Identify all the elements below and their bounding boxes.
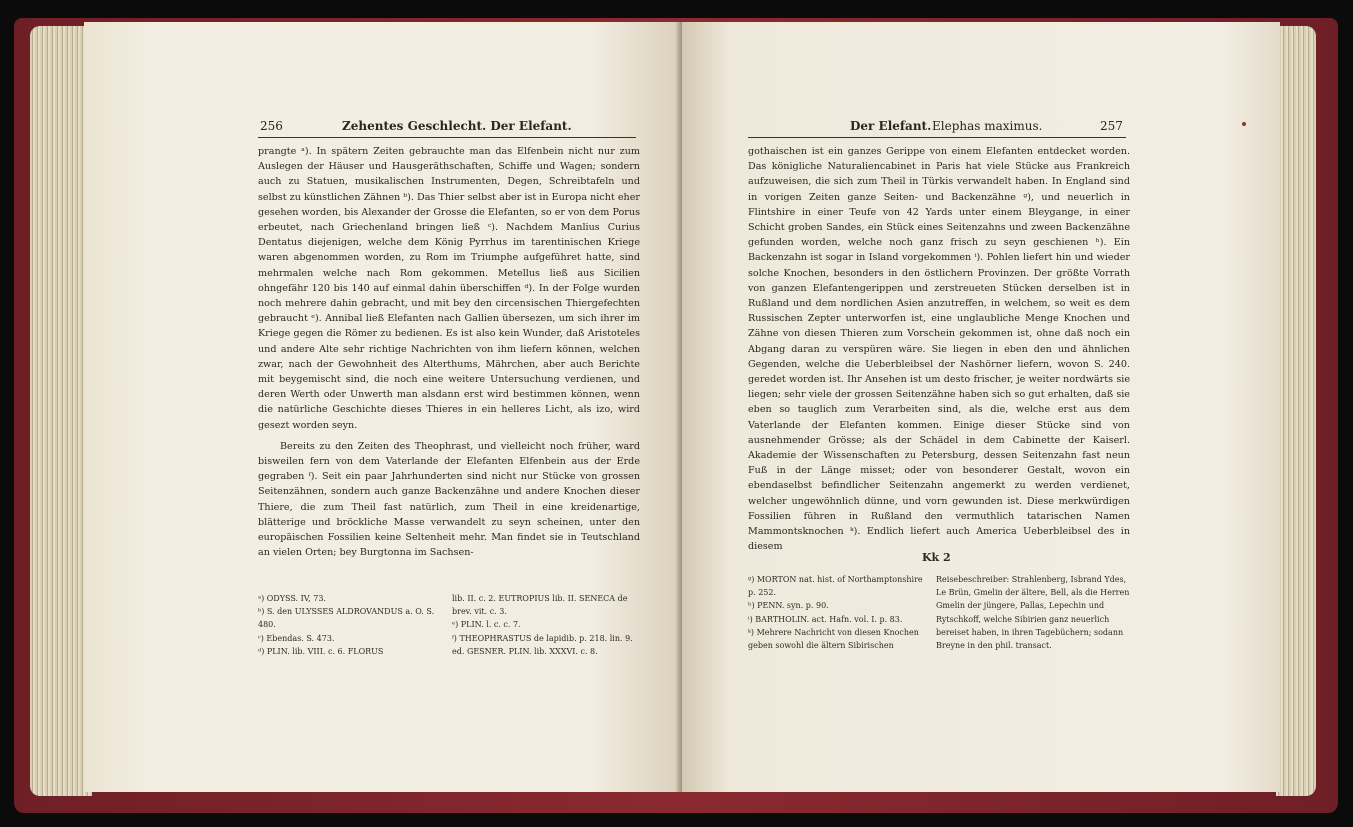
signature-mark: Kk 2 [922, 551, 951, 564]
paragraph: prangte ᵃ). In spätern Zeiten gebrauchte man das Elfenbein nicht nur zum Auslegen der Häuser und Hausgeräthschaften, Schiffe und Wagen; sondern auch zu Statuen, musikalischen Instrumenten, Degen, Schreibtafeln und selbst zu künstlichen Zähnen ᵇ). Das Thier selbst aber ist in Europa nicht eher gesehen worden, bis Alexander der Grosse die Elefanten, so er von dem Porus erbeutet, nach Griechenland bringen ließ ᶜ). Nachdem Manlius Curius Dentatus diejenigen, welche dem König Pyrrhus im tarentinischen Kriege waren abgenommen worden, zu Rom im Triumphe aufgeführet hatte, sind mehrmalen welche nach Rom gekommen. Metellus ließ aus Sicilien ohngefähr 120 bis 140 auf einmal dahin überschiffen ᵈ). In der Folge wurden noch mehrere dahin gebracht, und mit bey den circensischen Thiergefechten gebraucht ᵉ). Annibal ließ Elefanten nach Gallien übersezen, um sich ihrer im Kriege gegen die Römer zu bedienen. Es ist also kein Wunder, daß Aristoteles und andere Alte sehr richtige Nachrichten von ihm liefern können, welchen zwar, nach der Gewohnheit des Alterthums, Mährchen, aber auch Berichte mit beygemischt sind, die noch eine weitere Untersuchung verdienen, und deren Werth oder Unwerth man alsdann erst wird bestimmen können, wenn die natürliche Geschichte dieses Thieres in ein helleres Licht, als izo, wird gesezt worden seyn. [258, 146, 640, 431]
footnote: ʰ) PENN. syn. p. 90. [748, 601, 829, 611]
left-page [84, 22, 682, 792]
footnote: ᵉ) PLIN. l. c. c. 7. [452, 620, 521, 630]
footnotes-col-2 [452, 592, 638, 658]
running-header: Zehentes Geschlecht. Der Elefant. [342, 119, 572, 133]
right-page [682, 22, 1280, 792]
footnote: ᵃ) ODYSS. IV, 73. [258, 594, 326, 603]
page-number: 257 [1100, 119, 1123, 133]
paragraph: Bereits zu den Zeiten des Theophrast, und vielleicht noch früher, ward bisweilen fern von dem Vaterlande der Elefanten Elfenbein aus der Erde gegraben ᶠ). Seit ein paar Jahrhunderten sind nicht nur Stücke von grossen Seitenzähnen, sondern auch ganze Backenzähne und andere Knochen dieser Thiere, die zum Theil fast natürlich, zum Theil in eine kreidenartige, blätterige und bröckliche Masse verwandelt zu seyn scheinen, unter den europäischen Fossilien keine Seltenheit mehr. Man findet sie in Teutschland an vielen Orten; bey Burgtonna im Sachsen- [258, 440, 640, 559]
footnote: ᵏ) Mehrere Nachricht von diesen Knochen geben sowohl die ältern Sibirischen [748, 627, 919, 651]
footnote: lib. II. c. 2. EUTROPIUS lib. II. SENECA de brev. vit. c. 3. [452, 594, 628, 617]
footnotes-col-2 [936, 573, 1130, 652]
footnote: ᶜ) Ebendas. S. 473. [258, 633, 335, 643]
header-rule [258, 137, 636, 138]
page-edges-right [1276, 26, 1316, 796]
running-header-latin: Elephas maximus. [932, 119, 1043, 133]
page-number: 256 [260, 119, 283, 133]
main-text [258, 144, 640, 560]
footnote: ᵍ) MORTON nat. hist. of Northamptonshire p. 252. [748, 575, 923, 598]
footnotes-col-1 [258, 592, 436, 658]
page-edges-left [30, 26, 92, 796]
ink-spot [1242, 122, 1246, 126]
footnote: ᵈ) PLIN. lib. VIII. c. 6. FLORUS [258, 646, 384, 656]
footnote: Reisebeschreiber: Strahlenberg, Isbrand Ydes, Le Brün, Gmelin der ältere, Bell, als die Herren Gmelin der jüngere, Pallas, Lepechin und Rytschkoff, welche Sibirien ganz neuerlich bereiset haben, in ihren Tagebüchern; sodann Breyne in den phil. transact. [936, 575, 1130, 651]
footnote: ᶠ) THEOPHRASTUS de lapidib. p. 218. lin. 9. ed. GESNER. PLIN. lib. XXXVI. c. 8. [452, 633, 633, 656]
footnote: ᵇ) S. den ULYSSES ALDROVANDUS a. O. S. 480. [258, 607, 435, 630]
footnotes-col-1 [748, 573, 924, 652]
footnote: ⁱ) BARTHOLIN. act. Hafn. vol. I. p. 83. [748, 614, 903, 624]
running-header: Der Elefant. [850, 119, 932, 133]
paragraph: gothaischen ist ein ganzes Gerippe von einem Elefanten entdecket worden. Das königliche Naturaliencabinet in Paris hat viele Stücke aus Frankreich aufzuweisen, die sich zum Theil in Türkis verwandelt haben. In England sind in vorigen Zeiten ganze Seiten- und Backenzähne ᵍ), und neuerlich in Flintshire in einer Teufe von 42 Yards unter einem Bleygange, in einer Schicht groben Sandes, ein Stück eines Seitenzahns und zween Backenzähne gefunden worden, welche noch ganz frisch zu seyn geschienen ʰ). Ein Backenzahn ist sogar in Island vorgekommen ⁱ). Pohlen liefert hin und wieder solche Knochen, besonders in den östlichern Provinzen. Der größte Vorrath von ganzen Elefantengerippen und zerstreueten Stücken derselben ist in Rußland und dem nordlichen Asien anzutreffen, in welchem, so weit es dem Russischen Zepter unterworfen ist, eine unglaubliche Menge Knochen und Zähne von diesen Thieren zum Vorschein gekommen ist, ohne daß noch ein Abgang daran zu verspüren wäre. Sie liegen in eben den und ähnlichen Gegenden, welche die Ueberbleibsel der Nashörner liefern, wovon S. 240. geredet worden ist. Ihr Ansehen ist um desto frischer, je weiter nordwärts sie liegen; sehr viele der grossen Seitenzähne haben sich so gut erhalten, daß sie eben so tauglich zum Verarbeiten sind, als die, welche erst aus dem Vaterlande der Elefanten kommen. Einige dieser Stücke sind von ausnehmender Grösse; als der Schädel in dem Cabinette der Kaiserl. Akademie der Wissenschaften zu Petersburg, dessen Seitenzahn fast neun Fuß in der Länge misset; oder von besonderer Gestalt, wovon ein ebendaselbst befindlicher Seitenzahn angemerkt zu werden verdienet, welcher ungewöhnlich dünne, und vorn gewunden ist. Diese merkwürdigen Fossilien führen in Rußland den vermuthlich tatarischen Namen Mammontsknochen ᵏ). Endlich liefert auch America Ueberbleibsel des in diesem [748, 146, 1130, 553]
main-text [748, 144, 1130, 554]
header-rule [748, 137, 1126, 138]
